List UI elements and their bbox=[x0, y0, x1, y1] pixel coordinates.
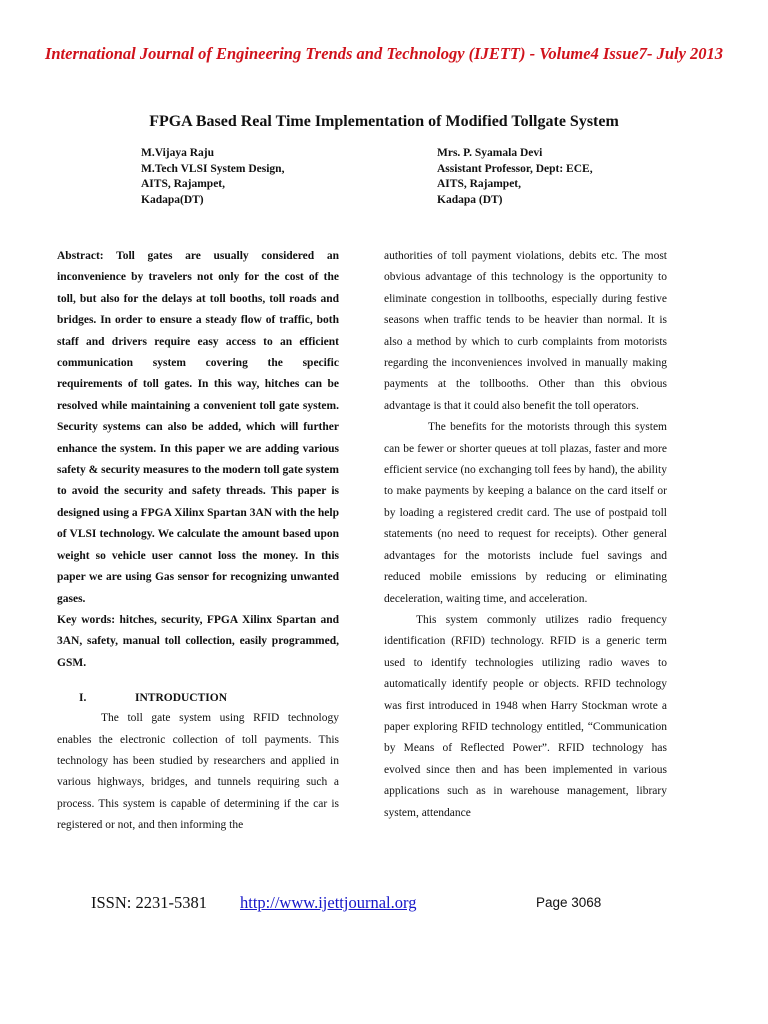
author-name: M.Vijaya Raju bbox=[141, 147, 215, 159]
author-institute: AITS, Rajampet, bbox=[437, 178, 522, 190]
keywords: Key words: hitches, security, FPGA Xilinx Spartan and 3AN, safety, manual toll collection, easily programmed, GSM. bbox=[57, 613, 339, 669]
author-location: Kadapa (DT) bbox=[437, 193, 503, 206]
section-number: I. bbox=[79, 692, 87, 705]
author-institute: AITS, Rajampet, bbox=[141, 178, 226, 190]
section-title: INTRODUCTION bbox=[135, 692, 228, 705]
journal-link[interactable]: http://www.ijettjournal.org bbox=[240, 893, 417, 912]
author-block-1 bbox=[141, 146, 284, 208]
author-location: Kadapa(DT) bbox=[141, 193, 204, 206]
author-affiliation: M.Tech VLSI System Design, bbox=[141, 162, 285, 175]
paper-title: FPGA Based Real Time Implementation of Modified Tollgate System bbox=[149, 113, 619, 130]
section-heading bbox=[57, 688, 339, 708]
body-paragraph: The benefits for the motorists through this system can be fewer or shorter queues at toll plazas, faster and more efficient service (no exchanging toll fees by hand), the ability to make payments by keeping a balance on the card itself or by loading a registered credit card. The use of postpaid toll statements (no need to request for receipts). Other general advantages for the motorists include fuel savings and reduced mobile emissions by reducing or eliminating deceleration, waiting time, and acceleration. bbox=[384, 421, 667, 605]
author-affiliation: Assistant Professor, Dept: ECE, bbox=[437, 162, 593, 175]
page-number: Page 3068 bbox=[536, 895, 602, 910]
author-block-2 bbox=[437, 146, 593, 208]
body-paragraph: authorities of toll payment violations, debits etc. The most obvious advantage of this technology is the opportunity to eliminate congestion in tollbooths, especially during festive seasons when traffic tends to be heavier than normal. It is also a method by which to curb complaints from motorists regarding the inconveniences involved in manually making payments at the tollbooths. Other than this obvious advantage is that it could also benefit the toll operators. bbox=[384, 250, 667, 412]
right-column bbox=[384, 246, 667, 824]
body-paragraph: This system commonly utilizes radio frequency identification (RFID) technology. RFID is a generic term used to identify technologies utilizing radio waves to automatically identify people or objects. RFID technology was first introduced in 1948 when Harry Stockman wrote a paper exploring RFID technology entitled, “Communication by Means of Reflected Power”. RFID technology has evolved since then and has been implemented in various applications such as in warehouse management, library system, attendance bbox=[384, 613, 667, 819]
page-footer bbox=[0, 893, 768, 919]
author-name: Mrs. P. Syamala Devi bbox=[437, 147, 543, 159]
intro-paragraph: The toll gate system using RFID technology enables the electronic collection of toll payments. This technology has been studied by researchers and applied in various highways, bridges, and tunnels requiring such a process. This system is capable of determining if the car is registered or not, and then informing the bbox=[57, 712, 339, 832]
abstract: Abstract: Toll gates are usually considered an inconvenience by travelers not only for the cost of the toll, but also for the delays at toll booths, toll roads and bridges. In order to ensure a steady flow of traffic, both staff and drivers require easy access to an efficient communication system covering the specific requirements of toll gates. In this way, hitches can be resolved while maintaining a convenient toll gate system. Security systems can also be added, which will further enhance the system. In this paper we are adding various safety & security measures to the modern toll gate system to avoid the security and safety threads. This paper is designed using a FPGA Xilinx Spartan 3AN with the help of VLSI technology. We calculate the amount based upon weight so vehicle user cannot loss the money. In this paper we are using Gas sensor for recognizing unwanted gases. bbox=[57, 250, 339, 605]
journal-header: International Journal of Engineering Trends and Technology (IJETT) - Volume4 Issue7- July 2013 bbox=[44, 44, 724, 63]
left-column bbox=[57, 246, 339, 837]
issn-label: ISSN: 2231-5381 bbox=[91, 893, 207, 912]
